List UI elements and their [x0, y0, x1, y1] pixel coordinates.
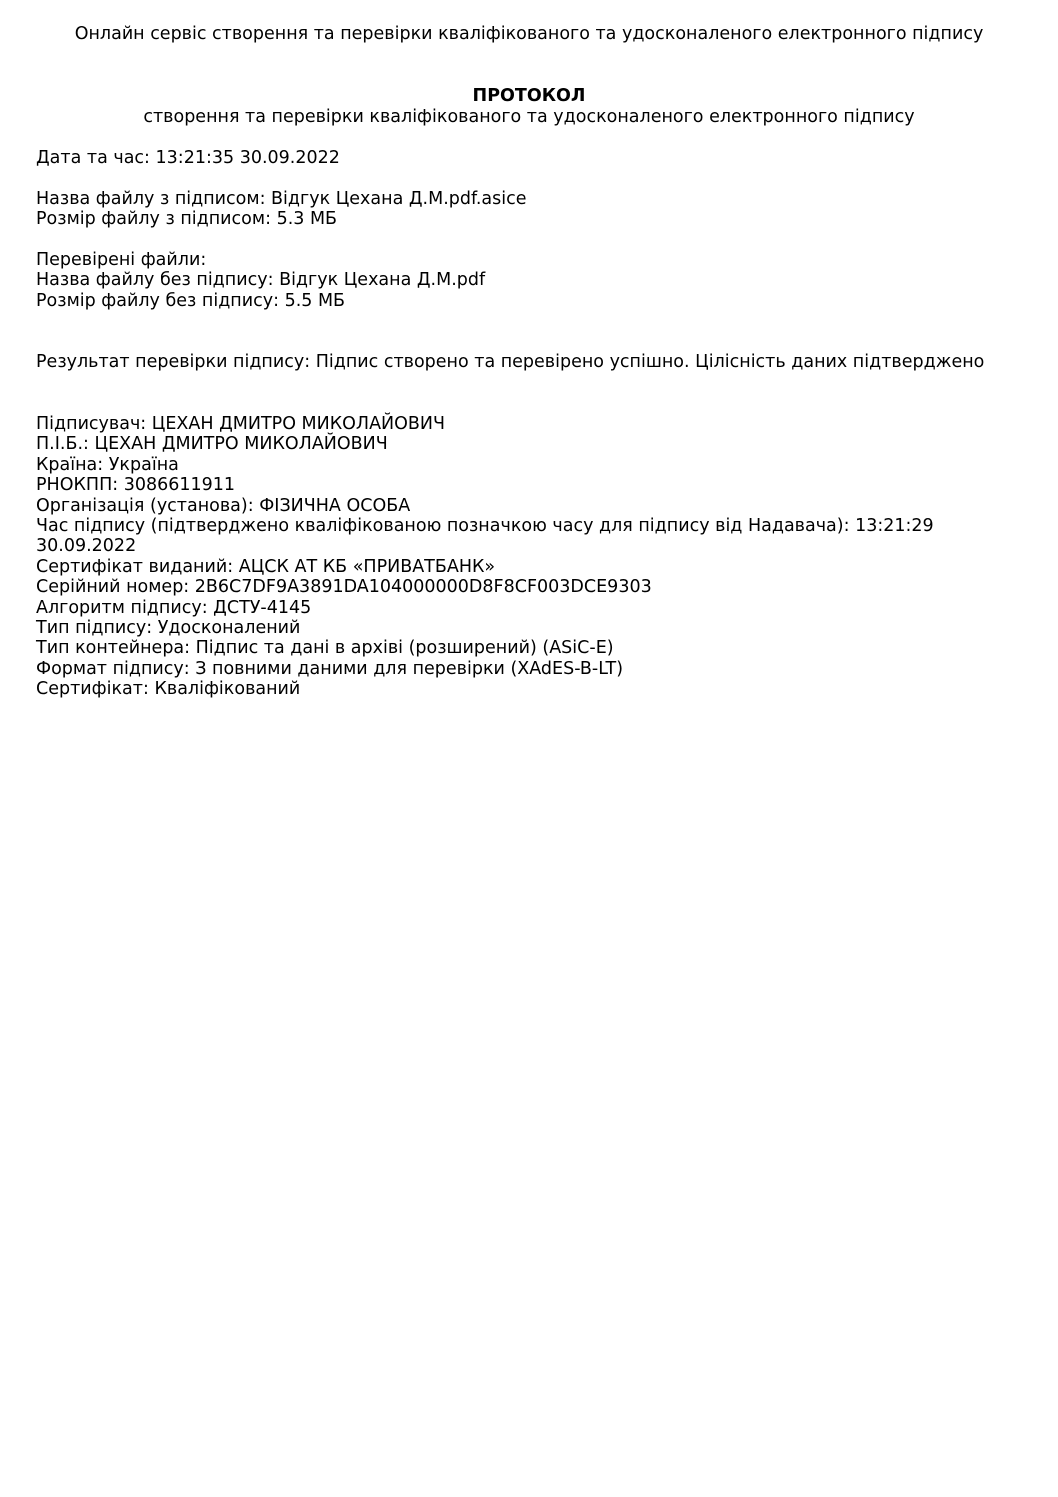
algorithm-label: Алгоритм підпису: — [36, 597, 208, 618]
protocol-title: ПРОТОКОЛ — [472, 86, 586, 106]
organization-line — [36, 496, 1016, 516]
service-header: Онлайн сервіс створення та перевірки кваліфікованого та удосконаленого електронного підпису — [74, 24, 984, 44]
datetime-line — [36, 148, 1016, 168]
issuer-line — [36, 557, 1016, 577]
serial-value: 2B6C7DF9A3891DA104000000D8F8CF003DCE9303 — [194, 577, 652, 598]
algorithm-value: ДСТУ-4145 — [213, 597, 312, 618]
signed-file-size-value: 5.3 МБ — [276, 209, 338, 230]
datetime-label: Дата та час: — [36, 148, 150, 168]
signing-time-value: 13:21:29 30.09.2022 — [36, 516, 934, 557]
signed-file-name-line — [36, 189, 1016, 209]
signed-file-size-label: Розмір файлу з підписом: — [36, 209, 271, 230]
pib-line — [36, 434, 1016, 454]
signing-time-label: Час підпису (підтверджено кваліфікованою позначкою часу для підпису від Надавача): — [36, 516, 850, 537]
protocol-title-block — [40, 86, 1018, 128]
checked-file-size-value: 5.5 МБ — [284, 290, 346, 311]
serial-label: Серійний номер: — [36, 577, 190, 598]
pib-value: ЦЕХАН ДМИТРО МИКОЛАЙОВИЧ — [94, 434, 388, 455]
pib-label: П.І.Б.: — [36, 434, 89, 455]
signing-time-line — [36, 516, 1016, 557]
checked-files-heading: Перевірені файли: — [36, 250, 207, 270]
issuer-label: Сертифікат виданий: — [36, 556, 234, 577]
organization-value: ФІЗИЧНА ОСОБА — [259, 495, 411, 516]
checked-file-size-line — [36, 291, 1016, 311]
protocol-subtitle: створення та перевірки кваліфікованого та удосконаленого електронного підпису — [143, 107, 915, 127]
signature-type-label: Тип підпису: — [36, 618, 153, 639]
certificate-line — [36, 679, 1016, 699]
checked-files-section — [36, 250, 1016, 311]
checked-file-name-label: Назва файлу без підпису: — [36, 270, 274, 291]
signed-file-name-value: Відгук Цехана Д.М.pdf.asice — [271, 189, 527, 209]
signer-label: Підписувач: — [36, 414, 147, 434]
certificate-label: Сертифікат: — [36, 679, 149, 700]
certificate-value: Кваліфікований — [154, 679, 301, 700]
signed-file-size-line — [36, 209, 1016, 229]
result-label: Результат перевірки підпису: — [36, 352, 311, 372]
country-line — [36, 455, 1016, 475]
container-type-line — [36, 638, 1016, 658]
rnokpp-value: 3086611911 — [123, 475, 236, 496]
signature-type-line — [36, 618, 1016, 638]
rnokpp-line — [36, 475, 1016, 495]
country-label: Країна: — [36, 454, 104, 475]
checked-file-name-line — [36, 270, 1016, 290]
signed-file-section — [36, 189, 1016, 230]
signed-file-name-label: Назва файлу з підписом: — [36, 189, 266, 209]
signer-line — [36, 414, 1016, 434]
checked-file-size-label: Розмір файлу без підпису: — [36, 290, 279, 311]
container-type-label: Тип контейнера: — [36, 638, 191, 659]
algorithm-line — [36, 598, 1016, 618]
signature-format-value: З повними даними для перевірки (XAdES-B-LT) — [195, 658, 624, 679]
signature-format-label: Формат підпису: — [36, 658, 190, 679]
organization-label: Організація (установа): — [36, 495, 254, 516]
signer-value: ЦЕХАН ДМИТРО МИКОЛАЙОВИЧ — [151, 414, 446, 434]
country-value: Україна — [108, 454, 179, 475]
serial-line — [36, 577, 1016, 597]
container-type-value: Підпис та дані в архіві (розширений) (ASiC-E) — [195, 638, 614, 659]
checked-file-name-value: Відгук Цехана Д.М.pdf — [279, 270, 486, 291]
signature-format-line — [36, 659, 1016, 679]
datetime-value: 13:21:35 30.09.2022 — [155, 148, 340, 168]
rnokpp-label: РНОКПП: — [36, 475, 119, 496]
signer-details — [36, 414, 1016, 700]
issuer-value: АЦСК АТ КБ «ПРИВАТБАНК» — [238, 556, 496, 577]
verification-result — [36, 352, 1016, 372]
signature-type-value: Удосконалений — [157, 618, 301, 639]
result-value: Підпис створено та перевірено успішно. Цілісність даних підтверджено — [315, 352, 985, 372]
